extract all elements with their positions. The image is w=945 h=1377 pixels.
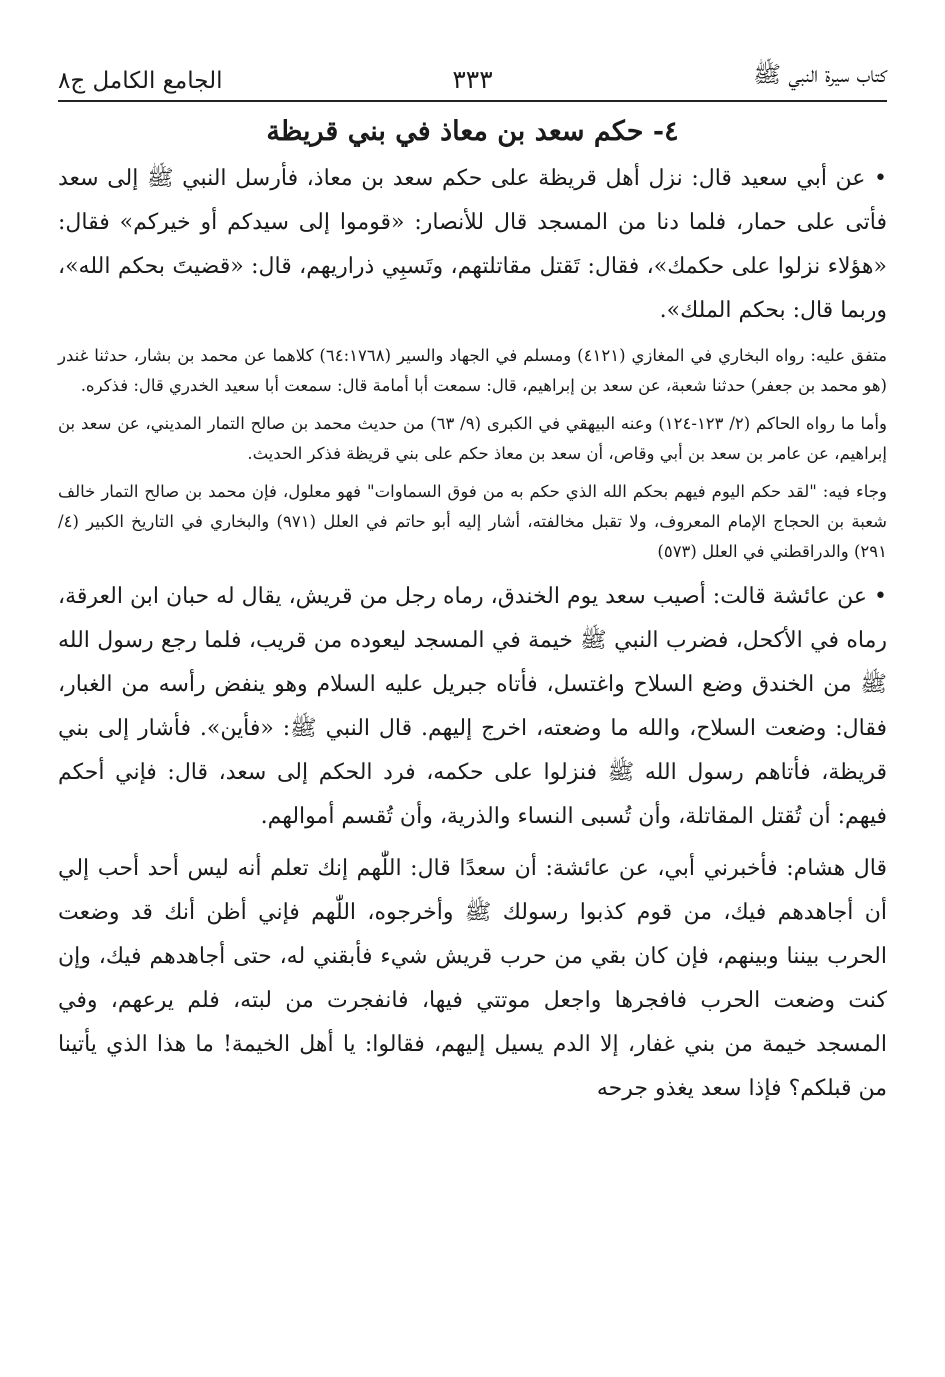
book-title: كتاب سيرة النبي ﷺ bbox=[753, 62, 887, 88]
hadith-paragraph: قال هشام: فأخبرني أبي، عن عائشة: أن سعدًا قال: اللّٰهم إنك تعلم أنه ليس أحد أحب إلي أن أجاهدهم فيك، من قوم كذبوا رسولك ﷺ وأخرجوه، اللّٰهم فإني أظن أنك قد وضعت الحرب بيننا وبينهم، فإن كان بقي من حرب قريش شيء فأبقني له، حتى أجاهدهم فيك، وإن كنت وضعت الحرب فافجرها واجعل موتتي فيها، فانفجرت من لبته، فلم يرعهم، وفي المسجد خيمة من بني غفار، إلا الدم يسيل إليهم، فقالوا: يا أهل الخيمة! ما هذا الذي يأتينا من قبلكم؟ فإذا سعد يغذو جرحه bbox=[58, 856, 887, 1101]
page-header bbox=[58, 58, 887, 102]
hadith-paragraph: • عن أبي سعيد قال: نزل أهل قريظة على حكم سعد بن معاذ، فأرسل النبي ﷺ إلى سعد فأتى على حمار، فلما دنا من المسجد قال للأنصار: «قوموا إلى سيدكم أو خيركم» فقال: «هؤلاء نزلوا على حكمك»، فقال: تَقتل مقاتلتهم، وتَسبِي ذراريهم، قال: «قضيتَ بحكم الله»، وربما قال: بحكم الملك». bbox=[58, 166, 887, 323]
footnote-paragraph: وأما ما رواه الحاكم (٢/ ١٢٣-١٢٤) وعنه البيهقي في الكبرى (٩/ ٦٣) من حديث محمد بن صالح التمار المديني، عن سعد بن إبراهيم، عن عامر بن سعد بن أبي وقاص، أن سعد بن معاذ حكم على بني قريظة فذكر الحديث. bbox=[58, 414, 887, 463]
section-title: ٤- حكم سعد بن معاذ في بني قريظة bbox=[266, 116, 679, 147]
hadith-paragraph: • عن عائشة قالت: أصيب سعد يوم الخندق، رماه رجل من قريش، يقال له حبان ابن العرقة، رماه في الأكحل، فضرب النبي ﷺ خيمة في المسجد ليعوده من قريب، فلما رجع رسول الله ﷺ من الخندق وضع السلاح واغتسل، فأتاه جبريل عليه السلام وهو ينفض رأسه من الغبار، فقال: وضعت السلاح، والله ما وضعته، اخرج إليهم. قال النبي ﷺ: «فأين». فأشار إلى بني قريظة، فأتاهم رسول الله ﷺ فنزلوا على حكمه، فرد الحكم إلى سعد، قال: فإني أحكم فيهم: أن تُقتل المقاتلة، وأن تُسبى النساء والذرية، وأن تُقسم أموالهم. bbox=[58, 584, 887, 829]
page-number: ٣٣٣ bbox=[452, 65, 493, 94]
footnote-paragraph: متفق عليه: رواه البخاري في المغازي (٤١٢١) ومسلم في الجهاد والسير (٦٤:١٧٦٨) كلاهما عن محمد بن بشار، حدثنا غندر (هو محمد بن جعفر) حدثنا شعبة، عن سعد بن إبراهيم، قال: سمعت أبا أمامة قال: سمعت أبا سعيد الخدري قال: فذكره. bbox=[58, 346, 887, 395]
volume-title: الجامع الكامل ج٨ bbox=[58, 68, 223, 94]
footnote-paragraph: وجاء فيه: "لقد حكم اليوم فيهم بحكم الله الذي حكم به من فوق السماوات" فهو معلول، فإن محمد بن صالح التمار خالف شعبة بن الحجاج الإمام المعروف، ولا تقبل مخالفته، أشار إليه أبو حاتم في العلل (٩٧١) والبخاري في التاريخ الكبير (٤/ ٢٩١) والدراقطني في العلل (٥٧٣) bbox=[58, 482, 887, 561]
